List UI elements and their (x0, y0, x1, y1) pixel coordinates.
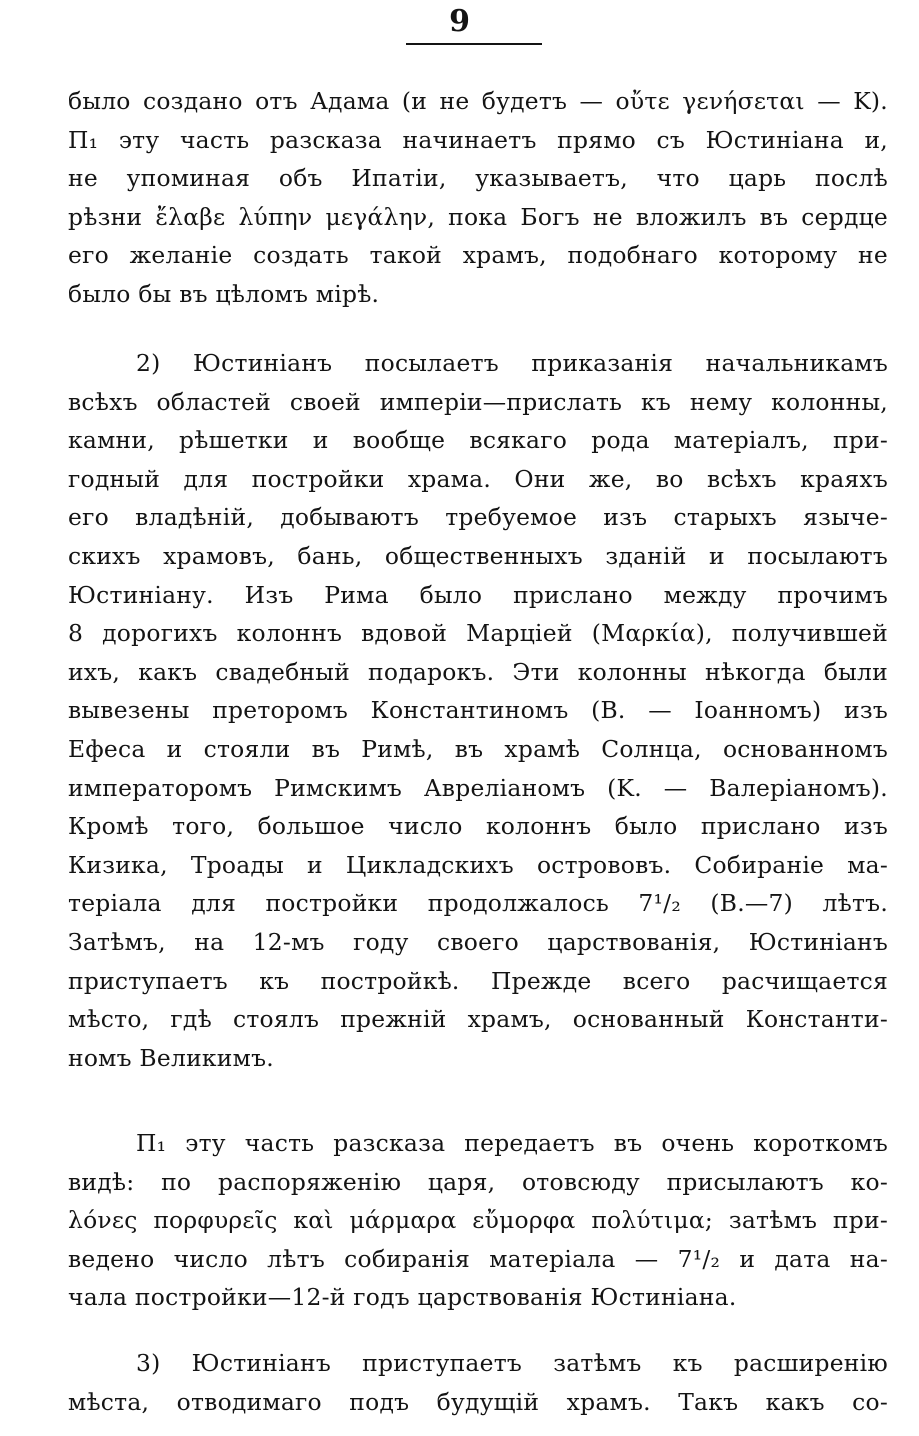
text-line: λόνες πορφυρεῖς καὶ μάρμαρα εὔμορφα πολύτιμα; затѣмъ при- (68, 1206, 888, 1235)
text-line: было бы въ цѣломъ мірѣ. (68, 279, 380, 308)
paragraph-4 (68, 1344, 888, 1421)
paragraph-2 (68, 344, 888, 1077)
text-line: скихъ храмовъ, бань, общественныхъ зданій и посылаютъ (68, 541, 888, 570)
text-line: Затѣмъ, на 12-мъ году своего царствованія, Юстиніанъ (68, 927, 888, 956)
text-line: ихъ, какъ свадебный подарокъ. Эти колонны нѣкогда были (68, 657, 888, 686)
text-line: видѣ: по распоряженію царя, отовсюду присылаютъ κο- (68, 1167, 888, 1196)
text-line: рѣзни ἔλαβε λύπην μεγάλην, пока Богъ не вложилъ въ сердце (68, 202, 888, 231)
text-line: 2) Юстиніанъ посылаетъ приказанія начальникамъ (136, 349, 888, 377)
text-line: его владѣній, добываютъ требуемое изъ старыхъ языче- (68, 503, 888, 532)
text-line: Ефеса и стояли въ Римѣ, въ храмѣ Солнца, основанномъ (68, 734, 888, 763)
text-line: 3) Юстиніанъ приступаетъ затѣмъ къ расширенію (136, 1349, 888, 1377)
text-line: было создано отъ Адама (и не будетъ — οὔτε γενήσεται — K). (68, 87, 888, 115)
page-number: 9 (449, 4, 470, 39)
text-line: номъ Великимъ. (68, 1043, 274, 1072)
text-line: его желаніе создать такой храмъ, подобнаго которому не (68, 241, 888, 270)
text-line: 8 дорогихъ колоннъ вдовой Марціей (Μαρκία), получившей (68, 619, 888, 648)
header-rule (406, 43, 542, 45)
paragraph-1 (68, 82, 888, 314)
text-line: П₁ эту часть разсказа начинаетъ прямо съ Юстиніана и, (68, 125, 888, 154)
text-line: ведено число лѣтъ собиранія матеріала — 7¹/₂ и дата на- (68, 1244, 888, 1273)
text-line: чала постройки—12-й годъ царствованія Юстиніана. (68, 1283, 737, 1312)
text-line: теріала для постройки продолжалось 7¹/₂ (B.—7) лѣтъ. (68, 889, 888, 918)
text-line: П₁ эту часть разсказа передаетъ въ очень короткомъ (136, 1129, 888, 1157)
text-line: Юстиніану. Изъ Рима было прислано между прочимъ (68, 580, 888, 609)
text-line: камни, рѣшетки и вообще всякаго рода матеріалъ, при- (68, 426, 888, 455)
text-line: мѣсто, гдѣ стоялъ прежній храмъ, основанный Константи- (68, 1005, 888, 1034)
text-line: императоромъ Римскимъ Авреліаномъ (K. — Валеріаномъ). (68, 773, 888, 802)
text-line: Кизика, Троады и Цикладскихъ острововъ. Собираніе ма- (68, 850, 888, 879)
text-line: Кромѣ того, большое число колоннъ было прислано изъ (68, 812, 888, 841)
text-line: приступаетъ къ постройкѣ. Прежде всего расчищается (68, 966, 888, 995)
paragraph-3 (68, 1124, 888, 1317)
text-line: всѣхъ областей своей имперіи—прислать къ нему колонны, (68, 387, 888, 416)
text-line: годный для постройки храма. Они же, во всѣхъ краяхъ (68, 464, 888, 493)
text-line: мѣста, отводимаго подъ будущій храмъ. Такъ какъ со- (68, 1387, 888, 1416)
text-line: вывезены преторомъ Константиномъ (B. — Іоанномъ) изъ (68, 696, 888, 725)
text-line: не упоминая объ Ипатіи, указываетъ, что царь послѣ (68, 164, 888, 193)
